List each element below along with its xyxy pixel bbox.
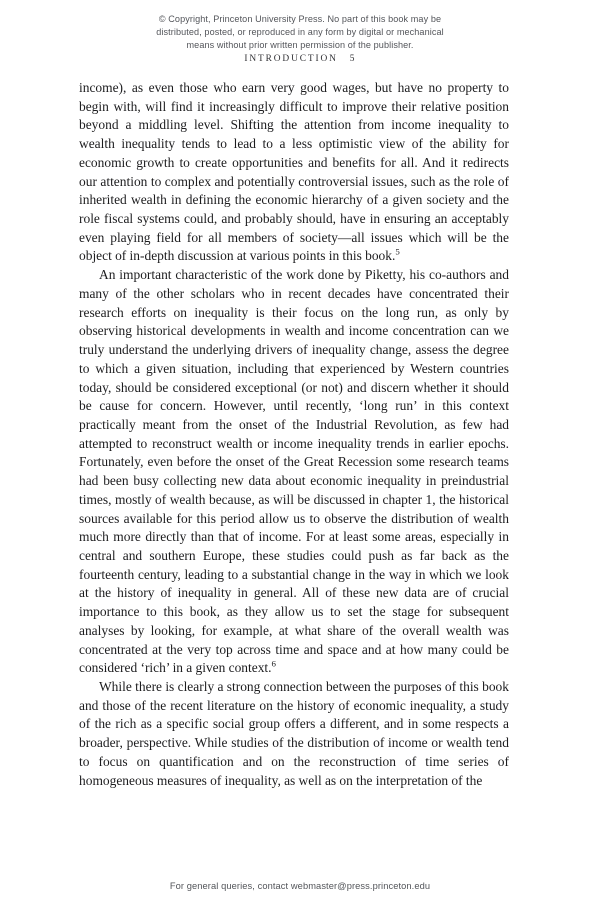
copyright-line-1: © Copyright, Princeton University Press. No part of this book may be <box>158 14 442 24</box>
body-text-column <box>79 79 509 790</box>
paragraph-1-text: income), as even those who earn very good wages, but have no property to begin with, will find it increasingly difficult to improve their relative position beyond a middling level. Shifting the attention from income inequality to wealth inequality tends to lead to a less optimistic view of the ability for economic growth to create opportunities and benefits for all. And it redirects our attention to complex and potentially controversial issues, such as the role of inherited wealth in defining the economic hierarchy of a given society and the role fiscal systems could, and probably should, have in ensuring an acceptably even playing field for all members of society—all issues which will be the object of in-depth discussion at various points in this book. <box>79 80 509 264</box>
footer-query-note: For general queries, contact webmaster@press.princeton.edu <box>169 881 431 891</box>
footnote-marker-5: 5 <box>395 246 400 257</box>
running-head-title: INTRODUCTION <box>244 54 338 64</box>
copyright-line-2: distributed, posted, or reproduced in any form by digital or mechanical <box>156 27 444 38</box>
copyright-notice <box>118 13 482 52</box>
paragraph-1 <box>79 79 509 266</box>
running-head <box>0 54 600 64</box>
paragraph-2 <box>79 266 509 678</box>
copyright-line-3: means without prior written permission of the publisher. <box>186 40 414 51</box>
paragraph-3-text: While there is clearly a strong connection between the purposes of this book and those of the recent literature on the history of economic inequality, a study of the rich as a specific social group offers a different, and in some respects a broader, perspective. While studies of the distribution of income or wealth tend to focus on quantification and on the reconstruction of time series of homogeneous measures of inequality, as well as on the interpretation of the <box>79 679 509 788</box>
paragraph-3 <box>79 678 509 790</box>
page-number: 5 <box>349 54 356 64</box>
footnote-marker-6: 6 <box>271 658 276 669</box>
paragraph-2-text: An important characteristic of the work done by Piketty, his co-authors and many of the other scholars who in recent decades have concentrated their research efforts on inequality is their focus on the long run, as only by observing historical developments in wealth and income concentration can we truly understand the underlying drivers of inequality change, assess the degree to which a given situation, including that experienced by Western countries today, should be considered exceptional (or not) and discern whether it should be cause for concern. However, until recently, ‘long run’ in this context practically meant from the onset of the Industrial Revolution, as few had attempted to reconstruct wealth or income inequality trends in earlier epochs. Fortunately, even before the onset of the Great Recession some research teams had been busy collecting new data about economic inequality in preindustrial times, mostly of wealth because, as will be discussed in chapter 1, the historical sources available for this period allow us to observe the distribution of wealth much more directly than that of income. For at least some areas, especially in central and southern Europe, these studies could push as far back as the fourteenth century, leading to a substantial change in the way in which we look at the history of inequality in general. All of these new data are of crucial importance to this book, as they allow us to set the stage for subsequent analyses by looking, for example, at what share of the overall wealth was concentrated at the very top across time and space and at how many could be considered ‘rich’ in a given context. <box>79 267 509 676</box>
